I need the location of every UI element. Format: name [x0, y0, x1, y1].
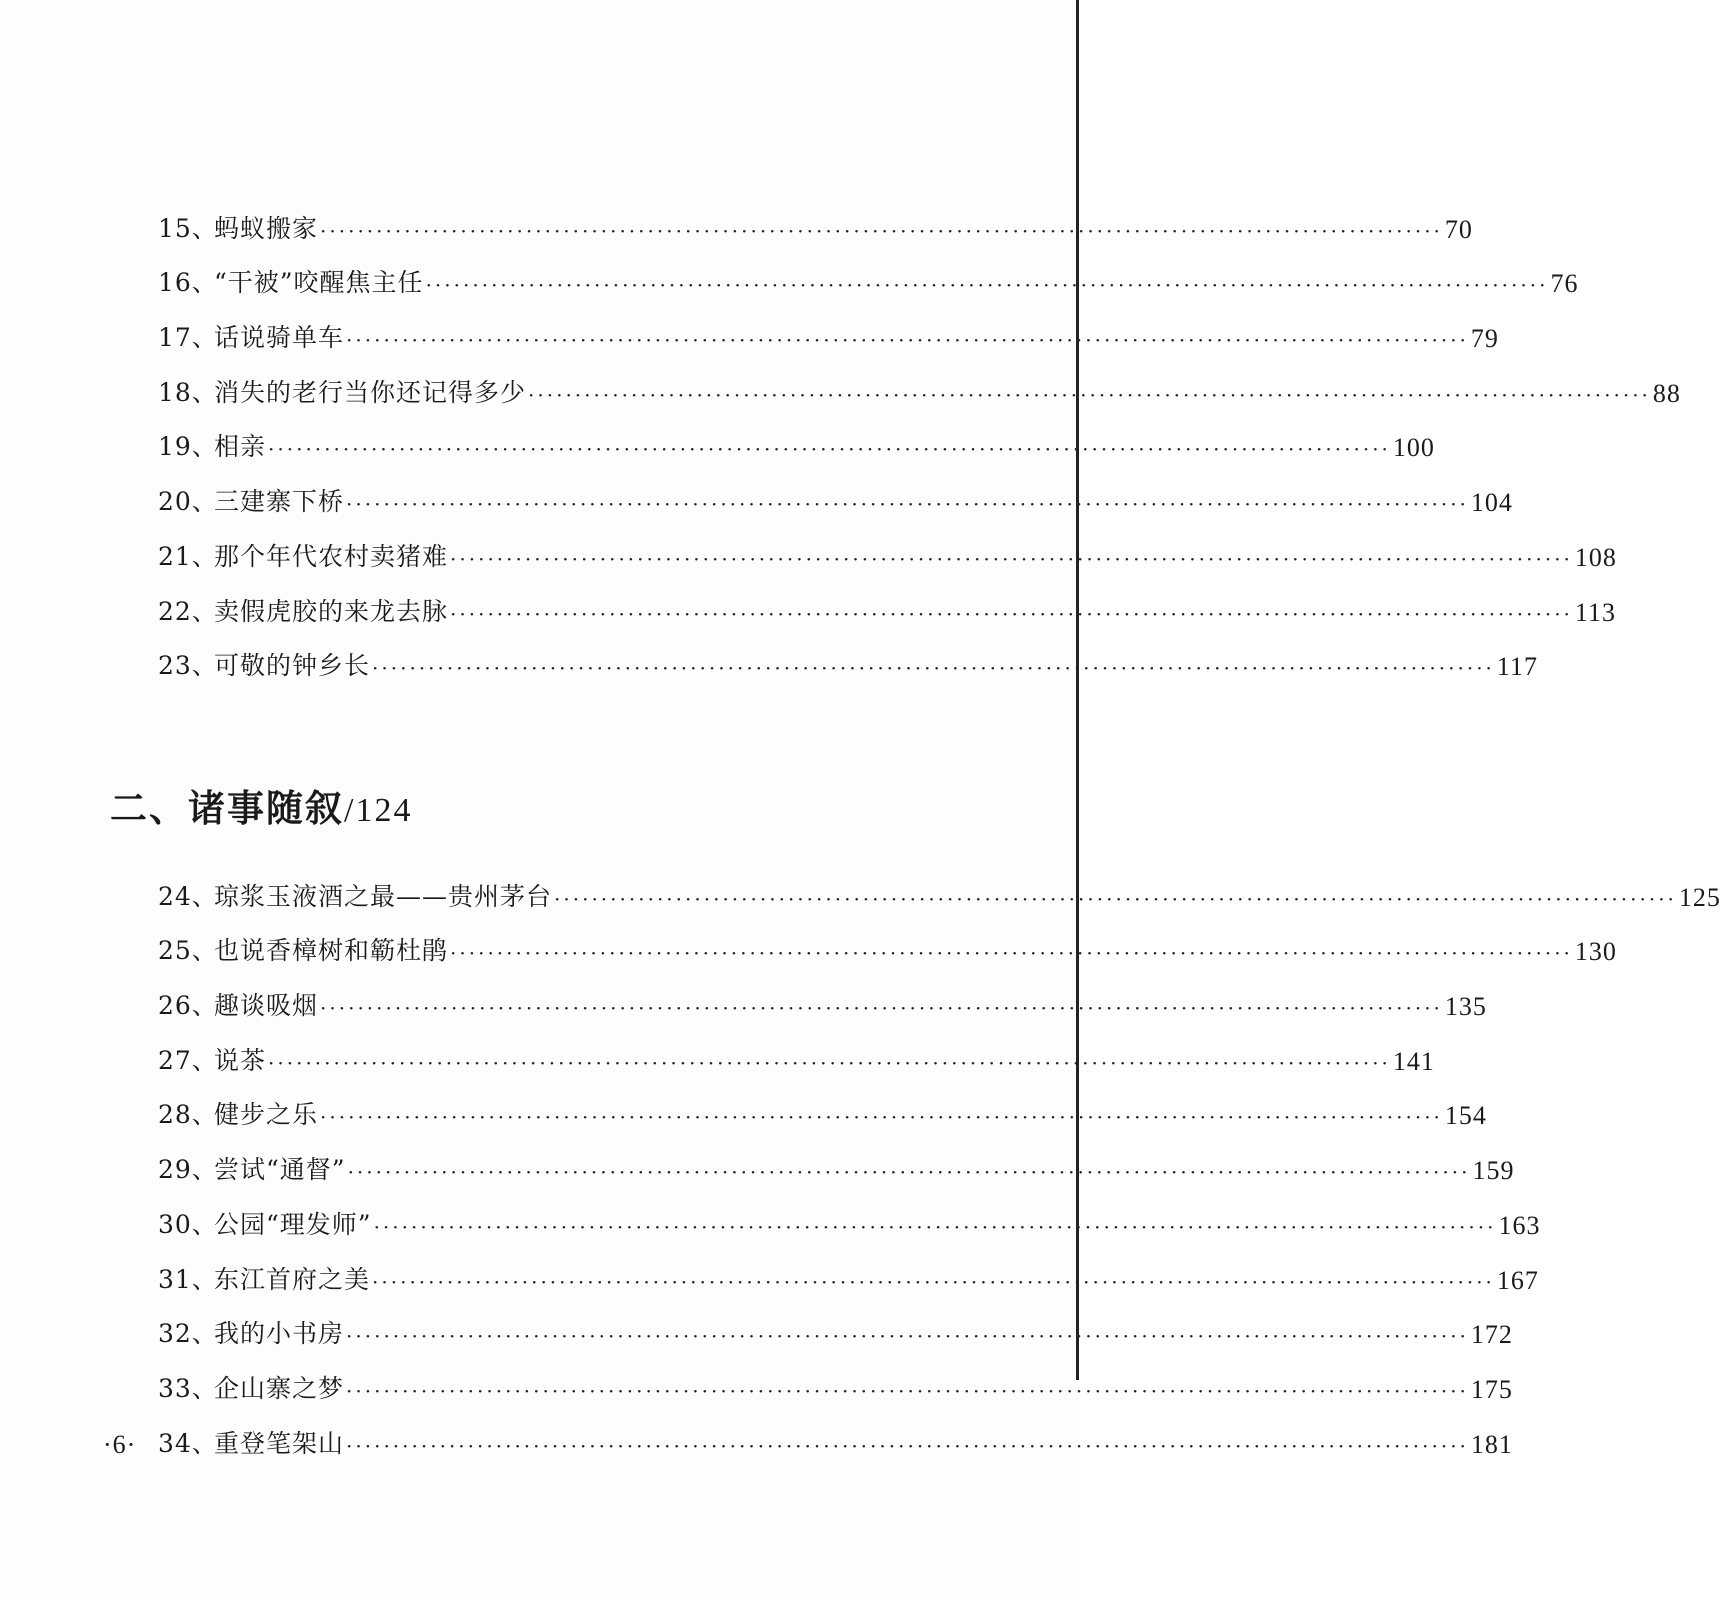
toc-entry: [158, 1131, 1515, 1186]
toc-dot-leader: ························································································································: [268, 437, 1391, 462]
toc-dot-leader: ························································································································: [528, 382, 1651, 407]
toc-entry-page: 167: [1496, 1265, 1539, 1295]
toc-entry-title: 也说香樟树和簕杜鹃: [214, 936, 449, 966]
toc-entry-number: 25、: [158, 936, 218, 966]
toc-dot-leader: ························································································································: [372, 656, 1495, 681]
toc-entry-page: 163: [1498, 1210, 1541, 1240]
toc-entry-number: 28、: [158, 1100, 218, 1130]
toc-entry-title: 重登笔架山: [214, 1428, 345, 1458]
toc-list-part1: [158, 190, 1681, 682]
toc-entry-title: 尝试“通督”: [214, 1155, 346, 1185]
toc-entry: [158, 967, 1487, 1022]
toc-entry-title: 三建寨下桥: [214, 487, 345, 517]
toc-entry-title: 公园“理发师”: [214, 1209, 372, 1239]
toc-entry-page: 154: [1444, 1101, 1487, 1131]
toc-dot-leader: ························································································································: [347, 1160, 1471, 1185]
toc-dot-leader: ························································································································: [425, 273, 1549, 298]
toc-dot-leader: ························································································································: [346, 1324, 1469, 1349]
toc-entry-page: 172: [1470, 1320, 1513, 1350]
toc-entry-page: 181: [1470, 1429, 1513, 1459]
toc-entry-number: 32、: [158, 1319, 218, 1349]
toc-dot-leader: ························································································································: [320, 1105, 1443, 1130]
toc-entry-number: 30、: [158, 1209, 218, 1239]
toc-entry: [158, 190, 1473, 245]
toc-entry-title: 消失的老行当你还记得多少: [214, 377, 527, 407]
toc-entry-number: 23、: [158, 651, 218, 681]
toc-entry-number: 31、: [158, 1264, 218, 1294]
page-folio: ·6·: [103, 1430, 137, 1459]
toc-entry-page: 100: [1392, 433, 1435, 463]
toc-entry-number: 15、: [158, 213, 218, 243]
toc-entry-page: 79: [1470, 324, 1499, 354]
toc-entry-page: 88: [1652, 378, 1681, 408]
toc-entry-number: 20、: [158, 487, 218, 517]
toc-entry: [158, 913, 1617, 968]
toc-entry-title: 相亲: [214, 432, 267, 462]
toc-entry-title: 那个年代农村卖猪难: [214, 541, 449, 571]
toc-entry-title: 卖假虎胶的来龙去脉: [214, 596, 449, 626]
toc-entry-page: 108: [1574, 542, 1617, 572]
toc-entry: [158, 1022, 1435, 1077]
toc-entry-page: 125: [1678, 882, 1721, 912]
toc-dot-leader: ························································································································: [346, 492, 1469, 517]
toc-entry: [158, 1405, 1513, 1460]
toc-dot-leader: ························································································································: [346, 1378, 1469, 1403]
toc-dot-leader: ························································································································: [320, 218, 1443, 243]
toc-entry: [158, 299, 1499, 354]
toc-list-part2: [158, 858, 1721, 1460]
toc-entry: [158, 628, 1538, 683]
toc-entry-title: 企山寨之梦: [214, 1373, 345, 1403]
toc-entry-number: 26、: [158, 991, 218, 1021]
toc-entry-page: 141: [1392, 1046, 1435, 1076]
toc-entry-page: 175: [1470, 1374, 1513, 1404]
toc-entry-title: 蚂蚁搬家: [214, 213, 319, 243]
toc-entry-title: 东江首府之美: [214, 1264, 371, 1294]
toc-entry-page: 104: [1470, 488, 1513, 518]
toc-dot-leader: ························································································································: [450, 601, 1573, 626]
toc-entry: [158, 518, 1617, 573]
toc-entry-page: 76: [1550, 269, 1579, 299]
toc-entry-number: 16、: [158, 268, 218, 298]
toc-entry-title: “干被”咬醒焦主任: [214, 268, 424, 298]
toc-dot-leader: ························································································································: [554, 886, 1677, 911]
toc-dot-leader: ························································································································: [346, 328, 1469, 353]
section-heading: [110, 778, 412, 832]
toc-entry-number: 21、: [158, 541, 218, 571]
toc-dot-leader: ························································································································: [450, 546, 1573, 571]
toc-entry-title: 话说骑单车: [214, 323, 345, 353]
toc-dot-leader: ························································································································: [372, 1269, 1495, 1294]
toc-entry-page: 130: [1574, 937, 1617, 967]
toc-entry-page: 113: [1574, 597, 1616, 627]
toc-entry: [158, 1241, 1539, 1296]
toc-entry-page: 117: [1496, 652, 1538, 682]
toc-entry-page: 70: [1444, 214, 1473, 244]
toc-entry-title: 趣谈吸烟: [214, 991, 319, 1021]
toc-entry-number: 17、: [158, 323, 218, 353]
toc-entry-number: 24、: [158, 881, 218, 911]
toc-dot-leader: ························································································································: [320, 996, 1443, 1021]
toc-entry-number: 18、: [158, 377, 218, 407]
toc-entry-title: 说茶: [214, 1045, 267, 1075]
toc-entry-page: 159: [1472, 1156, 1515, 1186]
toc-entry-number: 33、: [158, 1373, 218, 1403]
toc-entry-number: 19、: [158, 432, 218, 462]
toc-entry-title: 琼浆玉液酒之最——贵州茅台: [214, 881, 553, 911]
toc-entry-number: 27、: [158, 1045, 218, 1075]
section-title: 二、诸事随叙: [110, 786, 344, 830]
toc-entry-page: 135: [1444, 992, 1487, 1022]
toc-entry: [158, 354, 1681, 409]
toc-dot-leader: ························································································································: [268, 1050, 1391, 1075]
toc-entry: [158, 463, 1513, 518]
toc-dot-leader: ························································································································: [450, 941, 1573, 966]
toc-entry-title: 健步之乐: [214, 1100, 319, 1130]
toc-entry-number: 22、: [158, 596, 218, 626]
toc-entry: [158, 858, 1721, 913]
toc-entry-title: 我的小书房: [214, 1319, 345, 1349]
toc-entry: [158, 1350, 1513, 1405]
toc-entry: [158, 573, 1616, 628]
toc-entry: [158, 245, 1579, 300]
toc-entry: [158, 1186, 1541, 1241]
toc-entry-number: 34、: [158, 1428, 218, 1458]
toc-entry-title: 可敬的钟乡长: [214, 651, 371, 681]
toc-entry: [158, 1077, 1487, 1132]
toc-entry: [158, 1296, 1513, 1351]
toc-dot-leader: ························································································································: [373, 1214, 1497, 1239]
toc-entry: [158, 409, 1435, 464]
section-page-number: /124: [344, 792, 413, 829]
toc-dot-leader: ························································································································: [346, 1433, 1469, 1458]
toc-entry-number: 29、: [158, 1155, 218, 1185]
